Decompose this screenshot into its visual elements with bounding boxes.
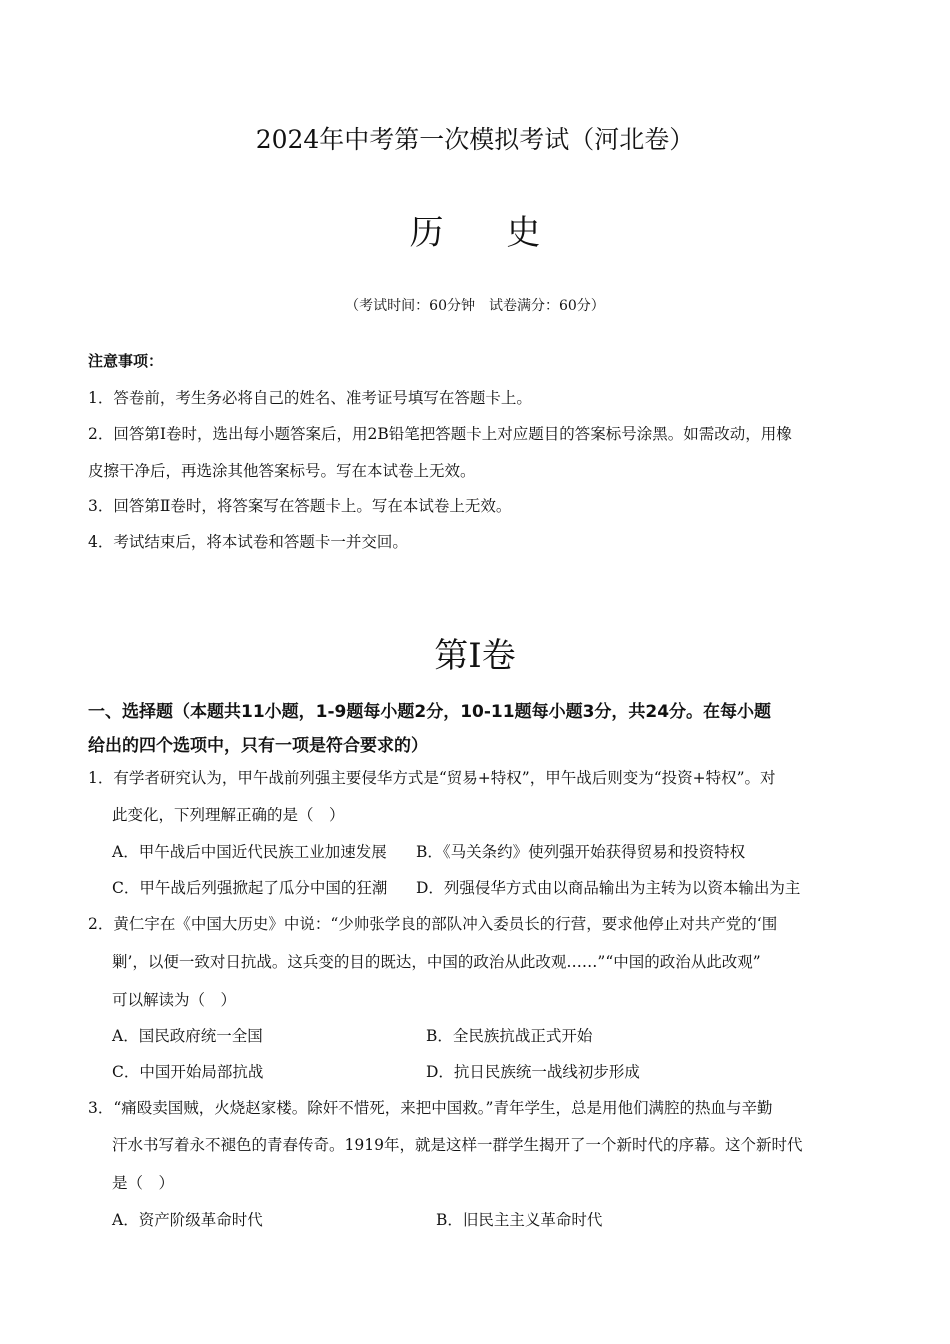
notice-line: 皮擦干净后，再选涂其他答案标号。写在本试卷上无效。 bbox=[88, 462, 476, 480]
volume-title: 第Ⅰ卷 bbox=[434, 636, 516, 676]
question-2-option-a: A．国民政府统一全国 bbox=[112, 1027, 263, 1045]
question-1-option-d: D．列强侵华方式由以商品输出为主转为以资本输出为主 bbox=[416, 879, 801, 897]
question-3-option-b: B．旧民主主义革命时代 bbox=[436, 1211, 603, 1229]
section-heading-cont: 给出的四个选项中，只有一项是符合要求的） bbox=[88, 736, 428, 756]
question-2-stem-cont: 可以解读为（ ） bbox=[112, 991, 237, 1009]
question-1-option-c: C．甲午战后列强掀起了瓜分中国的狂潮 bbox=[112, 879, 388, 897]
question-1-stem-cont: 此变化，下列理解正确的是（ ） bbox=[112, 806, 345, 824]
section-heading: 一、选择题（本题共11小题，1-9题每小题2分，10-11题每小题3分，共24分。在每小题 bbox=[88, 702, 772, 722]
question-3-stem-cont: 汗水书写着永不褪色的青春传奇。1919年，就是这样一群学生揭开了一个新时代的序幕。这个新时代 bbox=[112, 1136, 803, 1154]
question-2-option-c: C．中国开始局部抗战 bbox=[112, 1063, 264, 1081]
subject-title: 历 史 bbox=[409, 213, 567, 253]
question-3-stem-cont: 是（ ） bbox=[112, 1174, 175, 1192]
question-3-option-a: A．资产阶级革命时代 bbox=[112, 1211, 263, 1229]
question-1-stem: 1．有学者研究认为，甲午战前列强主要侵华方式是“贸易+特权”，甲午战后则变为“投资+特权”。对 bbox=[88, 769, 776, 787]
exam-title: 2024年中考第一次模拟考试（河北卷） bbox=[255, 125, 695, 154]
question-1-option-b: B．《马关条约》使列强开始获得贸易和投资特权 bbox=[416, 843, 746, 861]
notice-heading: 注意事项： bbox=[88, 352, 164, 370]
question-2-stem: 2．黄仁宇在《中国大历史》中说：“少帅张学良的部队冲入委员长的行营，要求他停止对共产党的‘围 bbox=[88, 915, 778, 933]
question-2-option-b: B．全民族抗战正式开始 bbox=[426, 1027, 593, 1045]
notice-line: 2．回答第Ⅰ卷时，选出每小题答案后，用2B铅笔把答题卡上对应题目的答案标号涂黑。如需改动，用橡 bbox=[88, 425, 792, 443]
notice-line: 4．考试结束后，将本试卷和答题卡一并交回。 bbox=[88, 533, 408, 551]
question-2-option-d: D．抗日民族统一战线初步形成 bbox=[426, 1063, 640, 1081]
notice-line: 1．答卷前，考生务必将自己的姓名、准考证号填写在答题卡上。 bbox=[88, 389, 532, 407]
question-3-stem: 3．“痛殴卖国贼，火烧赵家楼。除奸不惜死，来把中国救。”青年学生，总是用他们满腔的热血与辛勤 bbox=[88, 1099, 773, 1117]
notice-line: 3．回答第Ⅱ卷时，将答案写在答题卡上。写在本试卷上无效。 bbox=[88, 497, 512, 515]
exam-meta: （考试时间：60分钟 试卷满分：60分） bbox=[345, 298, 605, 314]
question-2-stem-cont: 剿’，以便一致对日抗战。这兵变的目的既达，中国的政治从此改观……”“中国的政治从此改观” bbox=[112, 953, 761, 971]
question-1-option-a: A．甲午战后中国近代民族工业加速发展 bbox=[112, 843, 387, 861]
